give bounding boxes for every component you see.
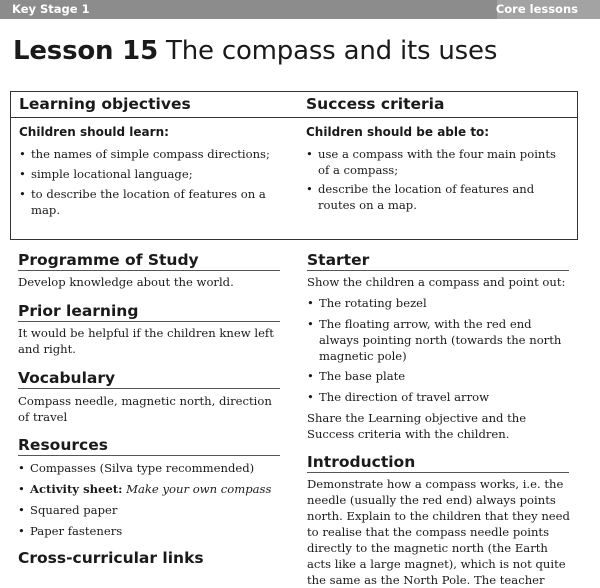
objective-item: • the names of simple compass directions; xyxy=(19,146,289,162)
starter-item: • The floating arrow, with the red end always pointing north (towards the north magnetic pole) xyxy=(307,316,569,364)
objective-item: • simple locational language; xyxy=(19,166,289,182)
cross-curricular-heading: Cross-curricular links xyxy=(18,549,204,567)
starter-intro: Show the children a compass and point out: xyxy=(307,275,566,289)
prior-rule xyxy=(18,321,280,322)
resource-item: • Squared paper xyxy=(18,502,283,518)
resource-item-activity xyxy=(18,481,283,497)
success-item: • describe the location of features and routes on a map. xyxy=(306,181,568,213)
objectives-divider xyxy=(11,117,577,118)
prior-text: It would be helpful if the children knew left and right. xyxy=(18,326,274,356)
top-bar xyxy=(0,0,600,19)
page-title xyxy=(13,36,497,66)
starter-rule xyxy=(307,270,569,271)
lesson-title: The compass and its uses xyxy=(166,36,498,66)
starter-heading: Starter xyxy=(307,251,370,269)
lesson-number: Lesson 15 xyxy=(13,36,158,66)
introduction-rule xyxy=(307,472,569,473)
starter-item: • The direction of travel arrow xyxy=(307,389,569,405)
resources-heading: Resources xyxy=(18,436,108,454)
vocabulary-rule xyxy=(18,388,280,389)
starter-outro: Share the Learning objective and the Success criteria with the children. xyxy=(307,411,527,441)
activity-sheet-title: Make your own compass xyxy=(126,482,272,496)
vocabulary-heading: Vocabulary xyxy=(18,369,116,387)
success-intro: Children should be able to: xyxy=(306,125,490,139)
resource-item: • Compasses (Silva type recommended) xyxy=(18,460,283,476)
programme-rule xyxy=(18,270,280,271)
programme-heading: Programme of Study xyxy=(18,251,199,269)
starter-item: • The base plate xyxy=(307,368,569,384)
objective-item: • to describe the location of features on a map. xyxy=(19,186,289,218)
resources-rule xyxy=(18,455,280,456)
vocabulary-text: Compass needle, magnetic north, direction of travel xyxy=(18,394,272,424)
introduction-text: Demonstrate how a compass works, i.e. the needle (usually the red end) always points north. Explain to the children that they need to realise that the compass needle points directly to the magnetic north (the Earth acts like a large magnet), which is not quite the same as the North Pole. The teacher xyxy=(307,477,570,587)
objectives-heading: Learning objectives xyxy=(19,95,191,113)
section-label: Core lessons xyxy=(495,2,578,16)
activity-sheet-label: Activity sheet: xyxy=(30,482,123,496)
success-item: • use a compass with the four main points of a compass; xyxy=(306,146,568,178)
prior-heading: Prior learning xyxy=(18,302,139,320)
programme-text: Develop knowledge about the world. xyxy=(18,275,234,289)
starter-item: • The rotating bezel xyxy=(307,295,569,311)
objectives-intro: Children should learn: xyxy=(19,125,169,139)
key-stage-label: Key Stage 1 xyxy=(12,2,90,16)
success-heading: Success criteria xyxy=(306,95,445,113)
introduction-heading: Introduction xyxy=(307,453,416,471)
resource-item: • Paper fasteners xyxy=(18,523,283,539)
